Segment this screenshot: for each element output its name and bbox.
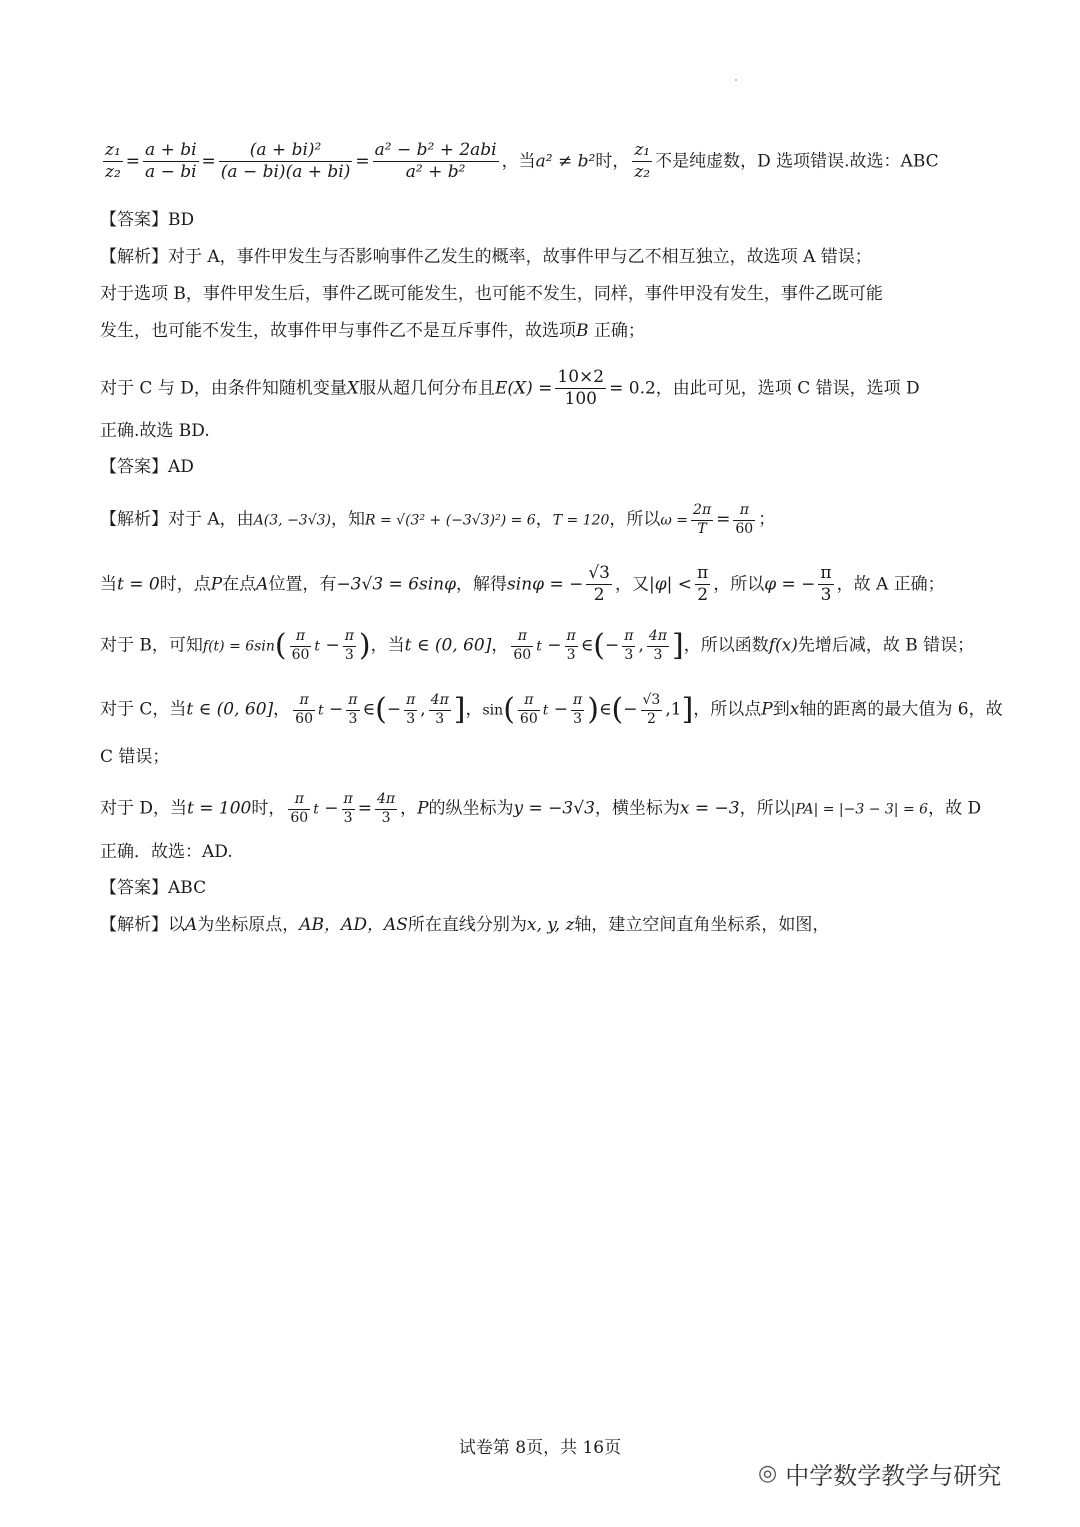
frac-den: 3 bbox=[344, 646, 354, 663]
var: x bbox=[789, 699, 800, 720]
frac-num: π bbox=[818, 563, 833, 585]
text: 在点 bbox=[222, 574, 257, 595]
text: 时，点 bbox=[159, 574, 211, 595]
math: ω = bbox=[660, 512, 689, 529]
frac bbox=[342, 791, 355, 827]
text: ，横坐标为 bbox=[594, 798, 680, 819]
frac-num: π bbox=[348, 692, 358, 708]
paren: ( bbox=[593, 628, 606, 663]
answer-tag: 【答案】 bbox=[100, 210, 168, 230]
condition: a² ≠ b² bbox=[535, 151, 596, 172]
frac-den: 3 bbox=[566, 646, 576, 663]
var: X bbox=[346, 378, 359, 399]
math: AB，AD，AS bbox=[299, 915, 408, 935]
text: ， bbox=[273, 699, 291, 720]
math: t = 100 bbox=[187, 798, 252, 819]
expectation: E(X) = bbox=[494, 378, 553, 399]
frac bbox=[691, 502, 713, 538]
page-footer: 试卷第 8页，共 16页 bbox=[458, 1438, 622, 1458]
frac bbox=[293, 692, 315, 728]
frac-den: 60 bbox=[290, 809, 309, 826]
frac-den: 60 bbox=[513, 646, 532, 663]
text: ，当 bbox=[501, 151, 536, 172]
explanation-2-l7 bbox=[100, 840, 1000, 864]
frac bbox=[429, 692, 451, 728]
text: 当 bbox=[100, 574, 117, 595]
text: 对于选项 B，事件甲发生后，事件乙既可能发生，也可能不发生，同样，事件甲没有发生，事件乙既可能 bbox=[100, 284, 883, 304]
frac-num: π bbox=[695, 563, 710, 585]
frac-den: 60 bbox=[519, 710, 538, 727]
frac bbox=[518, 692, 540, 728]
text: 对于 D，当 bbox=[100, 798, 188, 819]
text: ，故 A 正确； bbox=[836, 574, 945, 595]
frac-num: π bbox=[739, 502, 749, 518]
frac-3-den: a² + b² bbox=[405, 162, 466, 183]
frac-den: 2 bbox=[697, 585, 709, 606]
text: 正确．故选：AD. bbox=[100, 842, 233, 862]
watermark-text: 中学数学教学与研究 bbox=[785, 1462, 1002, 1490]
paren: ( bbox=[611, 692, 624, 727]
frac-2-num: (a + bi)² bbox=[249, 140, 322, 160]
text: ，知 bbox=[331, 509, 365, 530]
math: A(3, −3√3) bbox=[253, 512, 331, 529]
text: 服从超几何分布且 bbox=[358, 378, 495, 399]
explanation-tag: 【解析】 bbox=[100, 509, 168, 530]
text: ； bbox=[758, 509, 776, 530]
frac-num: π bbox=[573, 692, 583, 708]
frac-den: 3 bbox=[820, 585, 832, 606]
frac-den: 2 bbox=[646, 710, 656, 727]
text: 轴，建立空间直角坐标系，如图， bbox=[574, 915, 830, 935]
math: |PA| = |−3 − 3| = 6 bbox=[790, 801, 929, 818]
frac bbox=[290, 628, 312, 664]
frac-num: 2π bbox=[693, 502, 712, 518]
text: 对于 C，当 bbox=[100, 699, 187, 720]
math: φ = − bbox=[764, 574, 816, 595]
explanation-2-l2 bbox=[100, 563, 1000, 607]
math: |φ| < bbox=[649, 574, 693, 595]
paren: ( bbox=[274, 628, 287, 663]
frac-num: √3 bbox=[586, 563, 612, 585]
explanation-2-l3: 对于 B，可知f(t) = 6sin( $\frac{\pi}{60}$ t − $\frac{\pi}{3}$ )，当t ∈ (0, 60]， $\frac{\pi}{60}$ t − $\frac{\pi}{3}$ ∈(− $\frac{\pi}{3}$ , $\frac{4\pi}{3}$ ]，所以函数f(x)先增后减，故 B 错误； bbox=[100, 628, 975, 663]
explanation-tag: 【解析】 bbox=[100, 247, 168, 267]
frac-den: 60 bbox=[735, 520, 754, 537]
answer-value: BD bbox=[168, 210, 195, 230]
text: 位置，有 bbox=[268, 574, 337, 595]
text: ，所以 bbox=[739, 798, 791, 819]
paren: ) bbox=[587, 692, 599, 727]
frac-num: 4π bbox=[376, 791, 396, 807]
text: ，又 bbox=[615, 574, 649, 595]
text: 到 bbox=[772, 699, 790, 720]
scan-speck bbox=[735, 79, 737, 81]
frac bbox=[346, 692, 359, 728]
explanation-tag: 【解析】 bbox=[100, 915, 168, 935]
var: P bbox=[210, 574, 223, 595]
paren: ] bbox=[681, 692, 694, 727]
frac bbox=[571, 692, 584, 728]
frac-den: 3 bbox=[348, 710, 358, 727]
frac bbox=[565, 628, 578, 664]
explanation-1-b2 bbox=[100, 319, 1000, 343]
answer-value: AD bbox=[168, 457, 194, 477]
text: sin bbox=[482, 702, 504, 719]
frac-den: 3 bbox=[406, 710, 416, 727]
var: P bbox=[761, 699, 773, 720]
complex-quotient-line: $\frac{\text{z₁}}{\text{z₂}}$ = $\frac{a + bi}{a - bi}$ = $\frac{\text{(a + bi)²}}{(a - bi)(a + bi)}$ = $\frac{\text{a² − b² + 2abi}}{\text{a² + b²}}$ ，当a² ≠ b²时， $\frac{\text{z₁}}{\text{z₂}}$ 不是纯虚数，D 选项错误.故选：ABC bbox=[105, 140, 939, 183]
text: 轴的距离的最大值为 6，故 bbox=[799, 699, 1003, 720]
frac-num: π bbox=[517, 628, 527, 644]
text: 正确.故选 BD. bbox=[100, 421, 210, 441]
answer-line-2 bbox=[100, 455, 1000, 479]
text: ， bbox=[400, 798, 418, 819]
frac-den: 3 bbox=[653, 646, 663, 663]
text: ，故 D bbox=[928, 798, 982, 819]
frac-den: 3 bbox=[624, 646, 634, 663]
frac-num: √3 bbox=[641, 692, 663, 711]
z1: z₁ bbox=[105, 140, 121, 160]
text: 的纵坐标为 bbox=[428, 798, 514, 819]
var: B bbox=[576, 321, 589, 341]
frac-num: π bbox=[624, 628, 634, 644]
text: 为坐标原点， bbox=[197, 915, 300, 935]
text: 先增后减，故 B 错误； bbox=[797, 635, 975, 656]
wechat-icon: ◎ bbox=[758, 1461, 778, 1486]
text: ，所以点 bbox=[693, 699, 762, 720]
explanation-2-l1: 【解析】对于 A，由A(3, −3√3)，知R = √(3² + (−3√3)²) = 6，T = 120，所以ω = $\frac{2\pi}{T}$ = $\frac{\pi}{60}$ ； bbox=[100, 502, 776, 537]
frac-num: π bbox=[566, 628, 576, 644]
text: 所以函数 bbox=[700, 635, 769, 656]
frac-num: 4π bbox=[430, 692, 449, 708]
frac-num: π bbox=[294, 791, 304, 807]
frac-1-num: a + bi bbox=[145, 140, 197, 160]
frac-3-num: a² − b² + 2abi bbox=[374, 140, 497, 160]
frac bbox=[511, 628, 533, 664]
text: C 错误； bbox=[100, 747, 170, 767]
math: t ∈ (0, 60] bbox=[186, 699, 274, 720]
explanation-2-l5 bbox=[100, 745, 1000, 769]
explanation-2-l4: 对于 C，当t ∈ (0, 60]， $\frac{\pi}{60}$ t − $\frac{\pi}{3}$ ∈(− $\frac{\pi}{3}$ , $\frac{4\pi}{3}$ ]，sin( $\frac{\pi}{60}$ t − $\frac{\pi}{3}$ )∈(− $\frac{√3}{2}$ ,1]，所以点P到x轴的距离的最大值为 6，故 bbox=[100, 692, 1003, 727]
frac-den: 3 bbox=[435, 710, 445, 727]
text: 正确； bbox=[593, 321, 645, 341]
frac-den: 60 bbox=[295, 710, 313, 727]
frac-expectation bbox=[555, 367, 606, 411]
math: x = −3 bbox=[679, 798, 740, 819]
explanation-1-c2 bbox=[100, 419, 1000, 443]
frac-2 bbox=[219, 140, 353, 184]
frac-num: π bbox=[299, 692, 309, 708]
frac-den: 3 bbox=[573, 710, 583, 727]
frac-den: 3 bbox=[381, 809, 391, 826]
math: sinφ = − bbox=[507, 574, 584, 595]
math: f(x) bbox=[768, 635, 798, 656]
math: x, y, z bbox=[526, 915, 575, 935]
var: A bbox=[256, 574, 269, 595]
math: R = √(3² + (−3√3)²) = 6 bbox=[365, 512, 536, 529]
math: T = 120 bbox=[552, 512, 610, 529]
frac bbox=[586, 563, 612, 607]
frac-num: π bbox=[406, 692, 416, 708]
paren: ] bbox=[453, 692, 466, 727]
math: y = −3√3 bbox=[513, 798, 595, 819]
frac-1 bbox=[143, 140, 199, 184]
z2: z₂ bbox=[634, 162, 651, 183]
text: ，当 bbox=[370, 635, 405, 656]
paren: ] bbox=[671, 628, 684, 663]
frac bbox=[733, 502, 755, 538]
frac-1-den: a − bi bbox=[145, 162, 197, 183]
paren: ( bbox=[503, 692, 515, 727]
text: ，所以 bbox=[609, 509, 661, 530]
frac-den: 2 bbox=[593, 585, 605, 606]
frac-num: π bbox=[295, 628, 306, 644]
answer-line-3 bbox=[100, 876, 1000, 900]
frac-den: 3 bbox=[343, 809, 353, 826]
frac bbox=[622, 628, 635, 664]
var: A bbox=[185, 915, 198, 935]
text: ，解得 bbox=[456, 574, 508, 595]
math: f(t) = 6sin bbox=[202, 638, 275, 655]
text: ， bbox=[535, 509, 553, 530]
frac-den: 100 bbox=[564, 389, 597, 410]
frac-num: 10×2 bbox=[555, 367, 606, 389]
math: t = 0 bbox=[117, 574, 160, 595]
answer-tag: 【答案】 bbox=[100, 878, 168, 898]
text: 对于 C 与 D，由条件知随机变量 bbox=[100, 378, 347, 399]
frac-den: 60 bbox=[291, 646, 310, 663]
explanation-1-a bbox=[100, 245, 1000, 269]
frac bbox=[818, 563, 833, 607]
frac bbox=[288, 791, 310, 827]
frac-num: 4π bbox=[648, 628, 667, 644]
text: 所在直线分别为 bbox=[407, 915, 527, 935]
math: −3√3 = 6sinφ bbox=[336, 574, 457, 595]
explanation-3 bbox=[100, 913, 1000, 937]
text: ，所以 bbox=[713, 574, 765, 595]
text: 对于 A，由 bbox=[168, 509, 254, 530]
answer-tag: 【答案】 bbox=[100, 457, 168, 477]
frac-3 bbox=[373, 140, 499, 184]
paren: ( bbox=[375, 692, 387, 727]
explanation-1-c1 bbox=[100, 367, 1000, 411]
z-ratio-2 bbox=[632, 140, 652, 184]
frac-2-den: (a − bi)(a + bi) bbox=[220, 162, 351, 183]
math: t ∈ (0, 60] bbox=[404, 635, 492, 656]
text: 发生，也可能不发生，故事件甲与事件乙不是互斥事件，故选项 bbox=[100, 321, 576, 341]
text: 对于 A，事件甲发生与否影响事件乙发生的概率，故事件甲与乙不相互独立，故选项 A 错误； bbox=[168, 247, 872, 267]
frac-num: π bbox=[343, 791, 353, 807]
paren: ) bbox=[358, 628, 371, 663]
frac-num: π bbox=[524, 692, 534, 708]
text: 时， bbox=[251, 798, 286, 819]
var: P bbox=[417, 798, 429, 819]
text: 时， bbox=[595, 151, 630, 172]
answer-value: ABC bbox=[168, 878, 207, 898]
frac bbox=[641, 692, 663, 728]
frac-num: π bbox=[344, 628, 354, 644]
explanation-2-l6: 对于 D，当t = 100时， $\frac{\pi}{60}$ t − $\frac{\pi}{3}$ = $\frac{4\pi}{3}$ ，P的纵坐标为y = −3√3，横坐标为x = −3，所以|PA| = |−3 − 3| = 6，故 D bbox=[100, 791, 982, 826]
z2: z₂ bbox=[105, 162, 121, 183]
watermark bbox=[758, 1456, 1001, 1491]
frac bbox=[343, 628, 356, 664]
frac bbox=[404, 692, 417, 728]
z-ratio bbox=[103, 140, 123, 184]
text: ， bbox=[491, 635, 509, 656]
frac bbox=[647, 628, 669, 664]
answer-line-1 bbox=[100, 208, 1000, 232]
frac bbox=[695, 563, 710, 607]
z1: z₁ bbox=[634, 140, 651, 160]
text: 对于 B，可知 bbox=[100, 635, 203, 656]
text: 不是纯虚数，D 选项错误.故选：ABC bbox=[655, 151, 939, 172]
explanation-1-b1 bbox=[100, 282, 1000, 306]
text: = 0.2，由此可见，选项 C 错误，选项 D bbox=[609, 378, 920, 399]
text: 以 bbox=[168, 915, 185, 935]
frac bbox=[375, 791, 397, 827]
frac-den: T bbox=[697, 520, 707, 537]
